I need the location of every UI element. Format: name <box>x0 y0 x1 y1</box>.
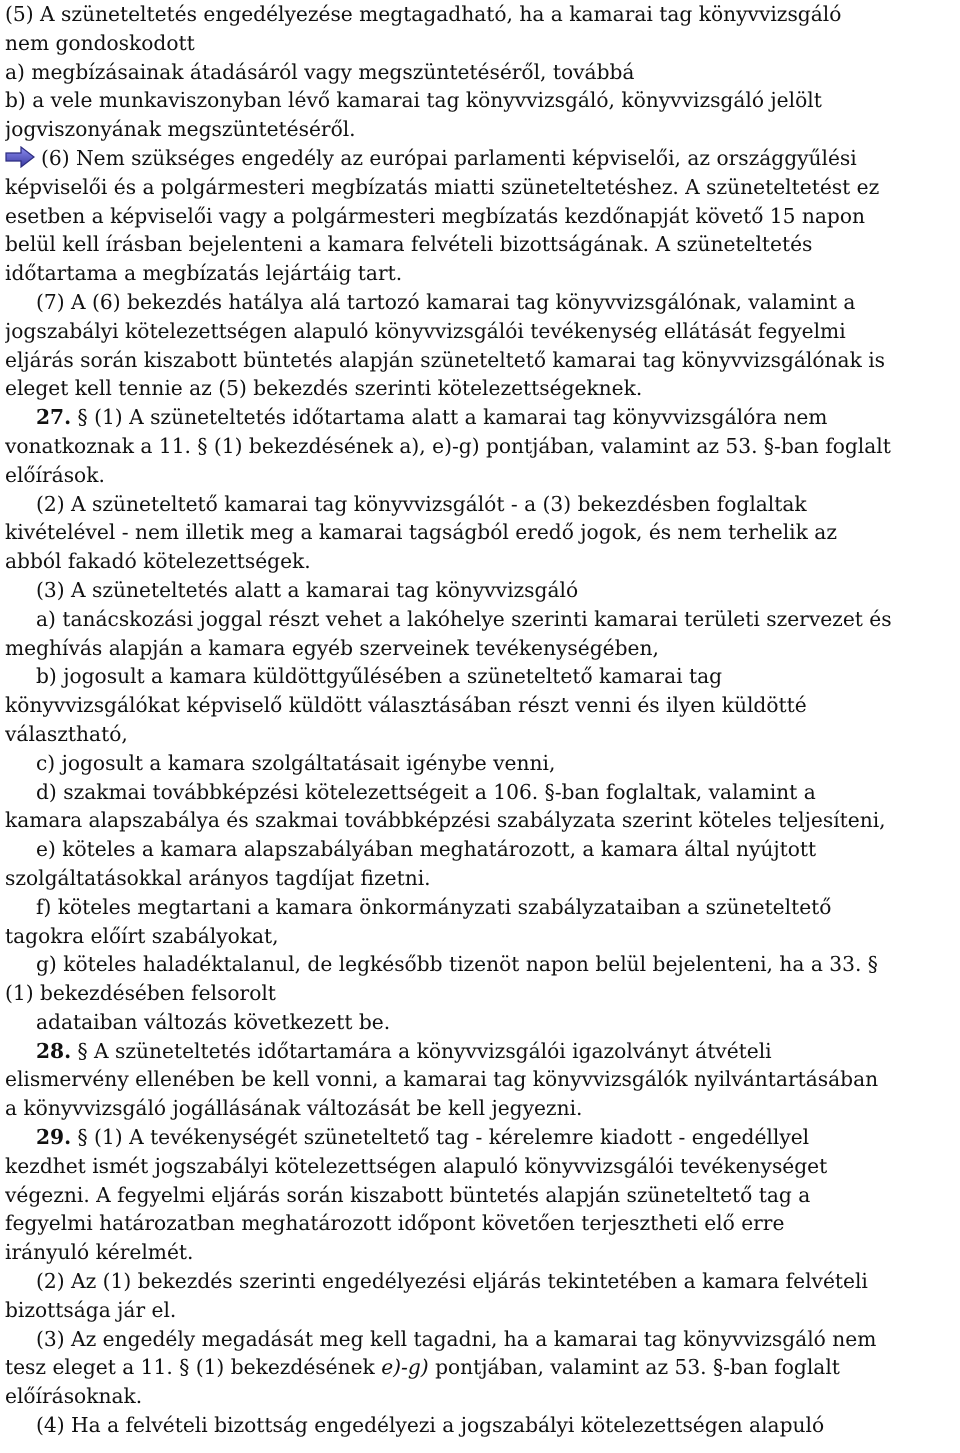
section-28-line: 28. § A szüneteltetés időtartamára a könyvvizsgálói igazolványt átvételi <box>36 1038 772 1063</box>
text-line: esetben a képviselői vagy a polgármesteri megbízatás kezdőnapját követő 15 napon <box>5 203 865 228</box>
text-line: bizottsága jár el. <box>5 1297 177 1322</box>
text-line: tagokra előírt szabályokat, <box>5 923 279 948</box>
text-line: a) megbízásainak átadásáról vagy megszüntetéséről, továbbá <box>5 59 635 84</box>
text-line: eleget kell tennie az (5) bekezdés szerinti kötelezettségeknek. <box>5 376 643 401</box>
text-line: (7) A (6) bekezdés hatálya alá tartozó kamarai tag könyvvizsgálónak, valamint a <box>36 289 856 314</box>
text-line: adataiban változás következett be. <box>36 1009 391 1034</box>
right-arrow-icon[interactable] <box>5 146 41 168</box>
text-line-with-arrow <box>5 144 954 173</box>
text-line: (3) A szüneteltetés alatt a kamarai tag könyvvizsgáló <box>36 577 579 602</box>
text-line: (2) A szüneteltető kamarai tag könyvvizsgálót - a (3) bekezdésben foglaltak <box>36 491 807 516</box>
text-line: f) köteles megtartani a kamara önkormányzati szabályzataiban a szüneteltető <box>36 894 832 919</box>
section-number: 27. <box>36 405 72 430</box>
section-27-line: 27. § (1) A szüneteltetés időtartama alatt a kamarai tag könyvvizsgálóra nem <box>36 405 828 430</box>
text-line: b) a vele munkaviszonyban lévő kamarai tag könyvvizsgáló, könyvvizsgáló jelölt <box>5 88 822 113</box>
text-line: (1) bekezdésében felsorolt <box>5 981 276 1006</box>
section-number: 29. <box>36 1125 72 1150</box>
text-line: (4) Ha a felvételi bizottság engedélyezi a jogszabályi kötelezettségen alapuló <box>36 1413 825 1438</box>
text-line: nem gondoskodott <box>5 30 195 55</box>
text-line: d) szakmai továbbképzési kötelezettségeit a 106. §-ban foglaltak, valamint a <box>36 779 816 804</box>
text-line: g) köteles haladéktalanul, de legkésőbb tizenöt napon belül bejelenteni, ha a 33. § <box>36 952 878 977</box>
text-line: előírásoknak. <box>5 1384 143 1409</box>
text-line: kivételével - nem illetik meg a kamarai tagságból eredő jogok, és nem terhelik az <box>5 520 837 545</box>
text-line: meghívás alapján a kamara egyéb szerveinek tevékenységében, <box>5 635 659 660</box>
text-line: előírások. <box>5 462 105 487</box>
text-line: eljárás során kiszabott büntetés alapján szüneteltető kamarai tag könyvvizsgálónak is <box>5 347 886 372</box>
text-line: a) tanácskozási joggal részt vehet a lakóhelye szerinti kamarai területi szervezet és <box>36 606 892 631</box>
text-line: e) köteles a kamara alapszabályában meghatározott, a kamara által nyújtott <box>36 837 817 862</box>
text-line: irányuló kérelmét. <box>5 1240 194 1265</box>
text-line-with-italic: tesz eleget a 11. § (1) bekezdésének e)-g) pontjában, valamint az 53. §-ban foglalt <box>5 1355 840 1380</box>
section-29-line: 29. § (1) A tevékenységét szüneteltető tag - kérelemre kiadott - engedéllyel <box>36 1125 810 1150</box>
text-line: a könyvvizsgáló jogállásának változását be kell jegyezni. <box>5 1096 583 1121</box>
text-line: jogviszonyának megszüntetéséről. <box>5 117 356 142</box>
text-line: (3) Az engedély megadását meg kell tagadni, ha a kamarai tag könyvvizsgáló nem <box>36 1326 877 1351</box>
text-line: időtartama a megbízatás lejártáig tart. <box>5 261 403 286</box>
italic-points: e)-g) <box>381 1355 429 1380</box>
text-line: fegyelmi határozatban meghatározott időpont követően terjesztheti elő erre <box>5 1211 785 1236</box>
text-line: (5) A szüneteltetés engedélyezése megtagadható, ha a kamarai tag könyvvizsgáló <box>5 2 842 26</box>
text-line: elismervény ellenében be kell vonni, a kamarai tag könyvvizsgálók nyilvántartásában <box>5 1067 879 1092</box>
paragraph-6-start: (6) Nem szükséges engedély az európai parlamenti képviselői, az országgyűlési <box>41 145 857 170</box>
text-line: (2) Az (1) bekezdés szerinti engedélyezési eljárás tekintetében a kamara felvételi <box>36 1269 868 1294</box>
text-line: végezni. A fegyelmi eljárás során kiszabott büntetés alapján szüneteltető tag a <box>5 1182 811 1207</box>
section-sign[interactable]: § <box>77 405 88 430</box>
text-line: képviselői és a polgármesteri megbízatás miatti szüneteltetéshez. A szüneteltetést ez <box>5 174 880 199</box>
text-line: jogszabályi kötelezettségen alapuló könyvvizsgálói tevékenység ellátását fegyelmi <box>5 318 846 343</box>
text-line: kezdhet ismét jogszabályi kötelezettségen alapuló könyvvizsgálói tevékenységet <box>5 1153 828 1178</box>
text-line: c) jogosult a kamara szolgáltatásait igénybe venni, <box>36 750 556 775</box>
text-line: b) jogosult a kamara küldöttgyűlésében a szüneteltető kamarai tag <box>36 664 723 689</box>
text-line: vonatkoznak a 11. § (1) bekezdésének a), e)-g) pontjában, valamint az 53. §-ban foglalt <box>5 433 891 458</box>
text-line: kamara alapszabálya és szakmai továbbképzési szabályzata szerint köteles teljesíteni, <box>5 808 886 833</box>
text-line: abból fakadó kötelezettségek. <box>5 549 311 574</box>
text-line: könyvvizsgálókat képviselő küldött választásában részt venni és ilyen küldötté <box>5 693 807 718</box>
text-line: belül kell írásban bejelenteni a kamara felvételi bizottságának. A szüneteltetés <box>5 232 813 257</box>
text-line: szolgáltatásokkal arányos tagdíjat fizetni. <box>5 865 431 890</box>
text-line: választható, <box>5 721 128 746</box>
section-number: 28. <box>36 1038 72 1063</box>
